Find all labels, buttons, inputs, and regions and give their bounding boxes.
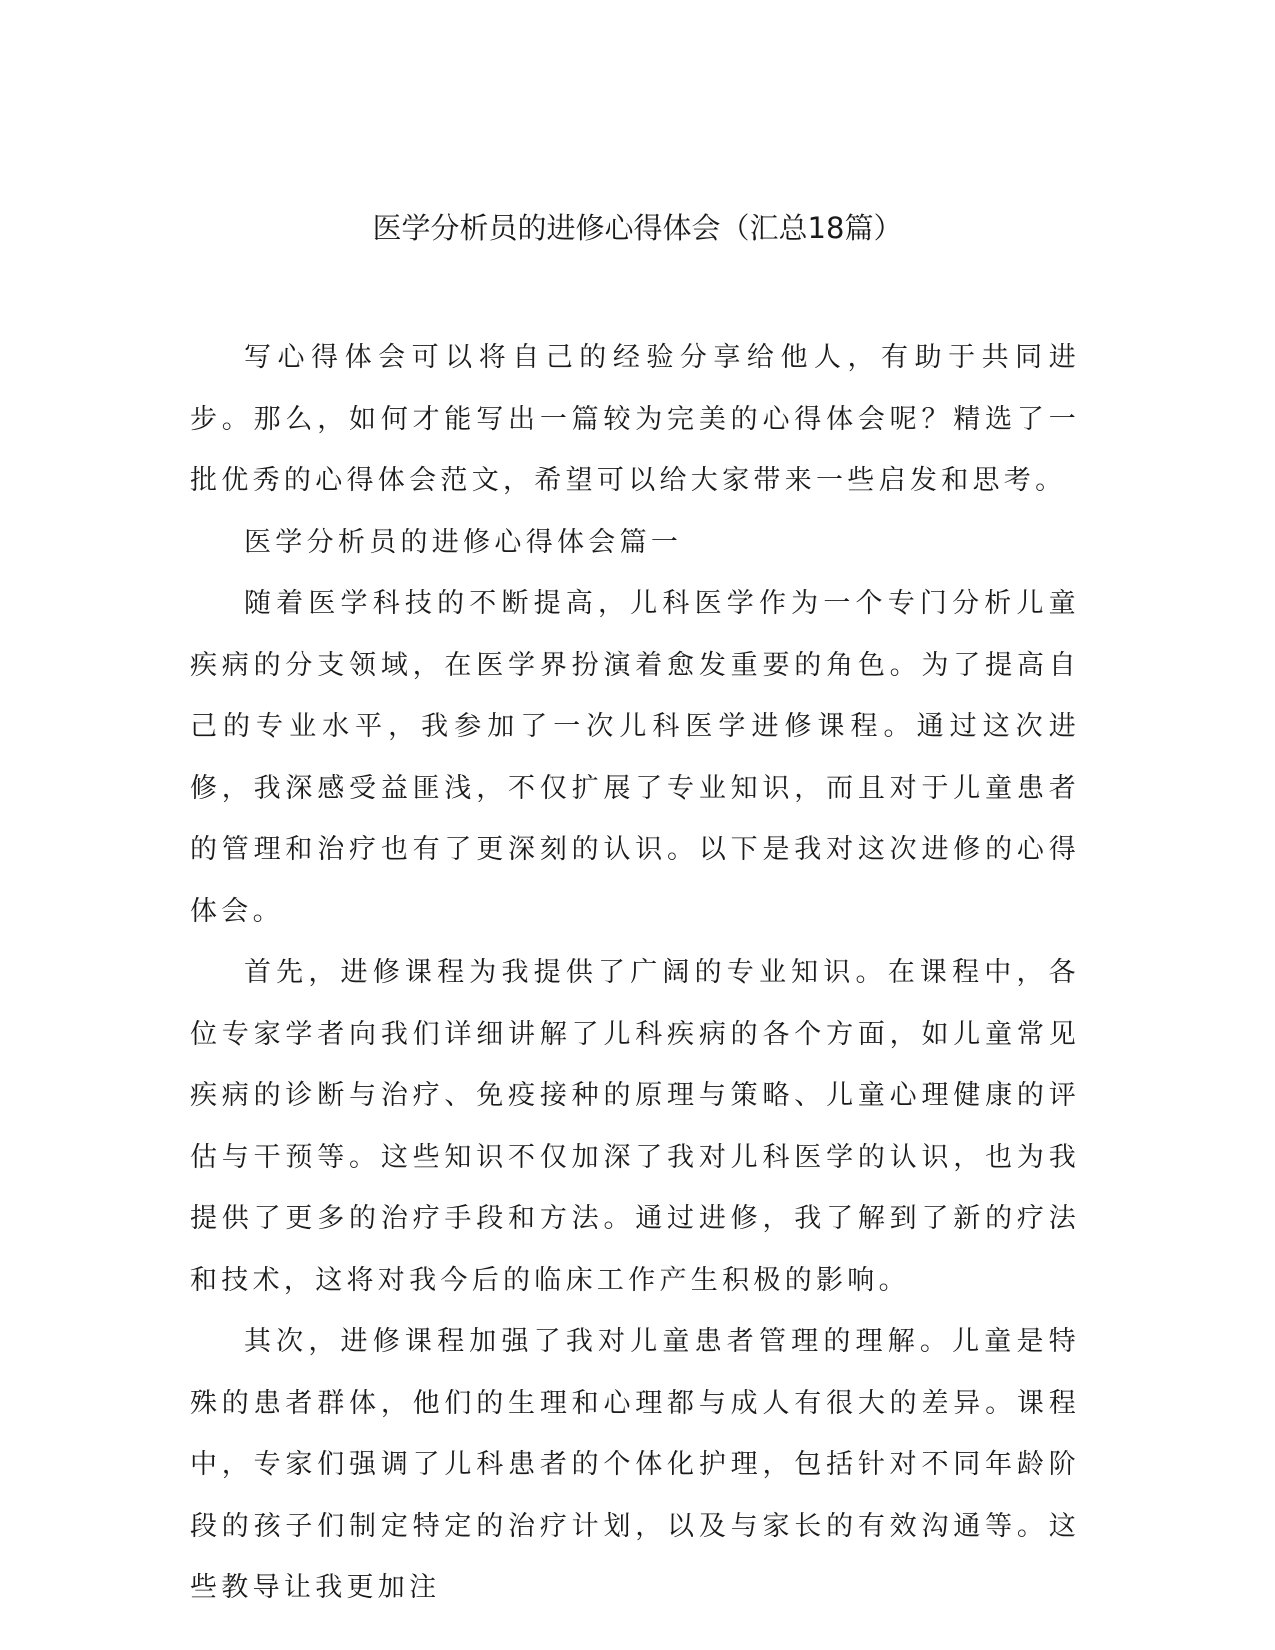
document-title: 医学分析员的进修心得体会（汇总18篇） (372, 211, 903, 245)
document-body (190, 327, 1080, 1619)
section-heading: 医学分析员的进修心得体会篇一 (244, 526, 683, 558)
intro-paragraph: 写心得体会可以将自己的经验分享给他人，有助于共同进步。那么，如何才能写出一篇较为完美的心得体会呢？精选了一批优秀的心得体会范文，希望可以给大家带来一些启发和思考。 (190, 342, 1080, 496)
body-paragraph-1: 随着医学科技的不断提高，儿科医学作为一个专门分析儿童疾病的分支领域，在医学界扮演着愈发重要的角色。为了提高自己的专业水平，我参加了一次儿科医学进修课程。通过这次进修，我深感受益匪浅，不仅扩展了专业知识，而且对于儿童患者的管理和治疗也有了更深刻的认识。以下是我对这次进修的心得体会。 (190, 588, 1080, 927)
body-paragraph-2: 首先，进修课程为我提供了广阔的专业知识。在课程中，各位专家学者向我们详细讲解了儿科疾病的各个方面，如儿童常见疾病的诊断与治疗、免疫接种的原理与策略、儿童心理健康的评估与干预等。这些知识不仅加深了我对儿科医学的认识，也为我提供了更多的治疗手段和方法。通过进修，我了解到了新的疗法和技术，这将对我今后的临床工作产生积极的影响。 (190, 957, 1080, 1296)
body-paragraph-3: 其次，进修课程加强了我对儿童患者管理的理解。儿童是特殊的患者群体，他们的生理和心理都与成人有很大的差异。课程中，专家们强调了儿科患者的个体化护理，包括针对不同年龄阶段的孩子们制定特定的治疗计划，以及与家长的有效沟通等。这些教导让我更加注 (190, 1326, 1080, 1603)
